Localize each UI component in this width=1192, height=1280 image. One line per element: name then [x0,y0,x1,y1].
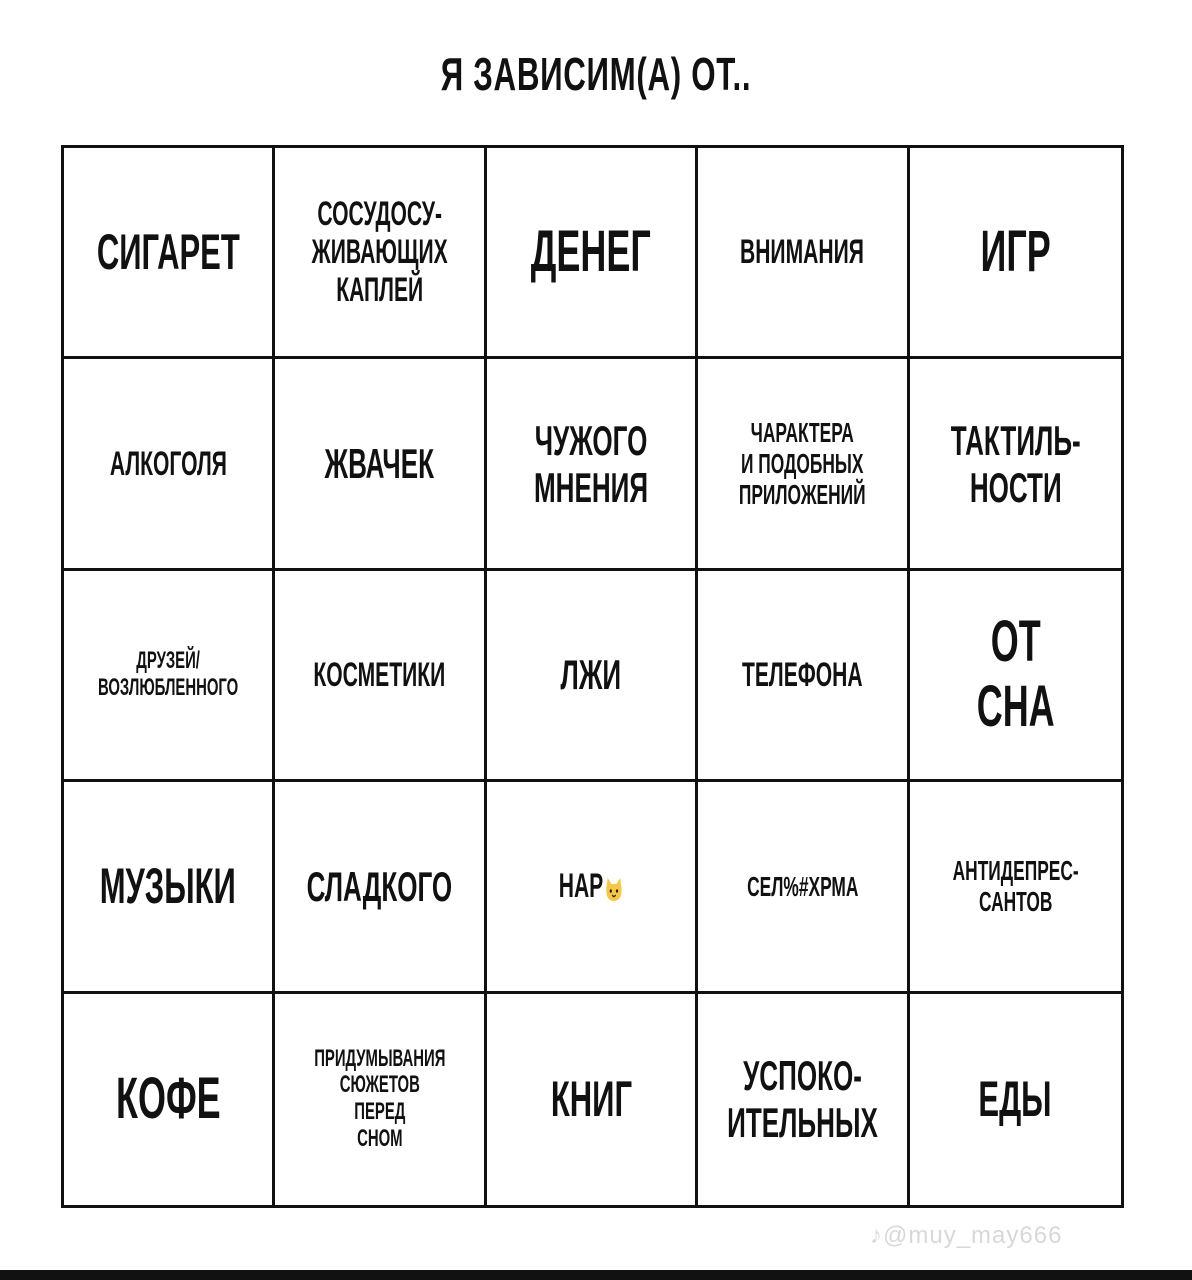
bingo-cell [487,994,698,1205]
cell-label: КОФЕ [115,1065,221,1131]
cell-label: ТАКТИЛЬ- НОСТИ [950,416,1081,511]
cell-label: СОСУДОСУ- ЖИВАЮЩИХ КАПЛЕЙ [311,195,448,310]
bingo-cell [275,994,486,1205]
bingo-grid [61,145,1124,1208]
bingo-cell [64,782,275,993]
bingo-cell [275,571,486,782]
cell-label: ЧАРАКТЕРА И ПОДОБНЫХ ПРИЛОЖЕНИЙ [739,416,866,511]
bingo-cell [64,994,275,1205]
cell-label: СЛАДКОГО [306,862,453,910]
cell-label: СЕЛ%#ХРМА [746,870,859,902]
cell-label: УСПОКО- ИТЕЛЬНЫХ [727,1052,878,1147]
cell-label: НАР [558,867,604,906]
cell-label: ТЕЛЕФОНА [742,655,863,694]
cell-label: ЕДЫ [978,1071,1052,1128]
bingo-cell [910,359,1121,570]
cell-label: КНИГ [550,1071,632,1128]
cell-label: ПРИДУМЫВАНИЯ СЮЖЕТОВ ПЕРЕД СНОМ [313,1044,446,1153]
cell-label: ВНИМАНИЯ [740,233,865,272]
bottom-bar [0,1270,1192,1280]
bingo-cell [910,782,1121,993]
cell-label: КОСМЕТИКИ [313,655,446,694]
bingo-cell [487,782,698,993]
cell-label: ОТ СНА [976,609,1055,739]
cat-face-icon [605,873,624,899]
watermark: ♪@muy_may666 [870,1222,1063,1249]
bingo-cell [487,148,698,359]
cell-label: ДРУЗЕЙ/ ВОЗЛЮБЛЕННОГО [98,647,239,701]
bingo-cell [64,571,275,782]
cell-label: МУЗЫКИ [100,858,237,915]
bingo-cell [275,782,486,993]
bingo-cell [487,571,698,782]
bingo-cell [910,571,1121,782]
cell-label: ЖВАЧЕК [324,440,435,488]
cell-label: АНТИДЕПРЕС- САНТОВ [952,855,1079,918]
cell-label: АЛКОГОЛЯ [109,444,227,483]
cell-label: ДЕНЕГ [531,218,651,284]
bingo-cell [64,359,275,570]
bingo-cell [698,994,909,1205]
cell-label: СИГАРЕТ [96,224,240,281]
bingo-cell [698,148,909,359]
bingo-cell [487,359,698,570]
cell-label: ЛЖИ [560,651,622,699]
bingo-cell [698,782,909,993]
cell-label: ЧУЖОГО МНЕНИЯ [533,416,649,511]
bingo-cell [698,571,909,782]
bingo-cell [275,359,486,570]
bingo-cell [64,148,275,359]
page-title: Я ЗАВИСИМ(А) ОТ.. [440,48,752,100]
cell-label: ИГР [980,218,1051,284]
bingo-cell [275,148,486,359]
bingo-cell [910,994,1121,1205]
bingo-cell [698,359,909,570]
bingo-cell [910,148,1121,359]
